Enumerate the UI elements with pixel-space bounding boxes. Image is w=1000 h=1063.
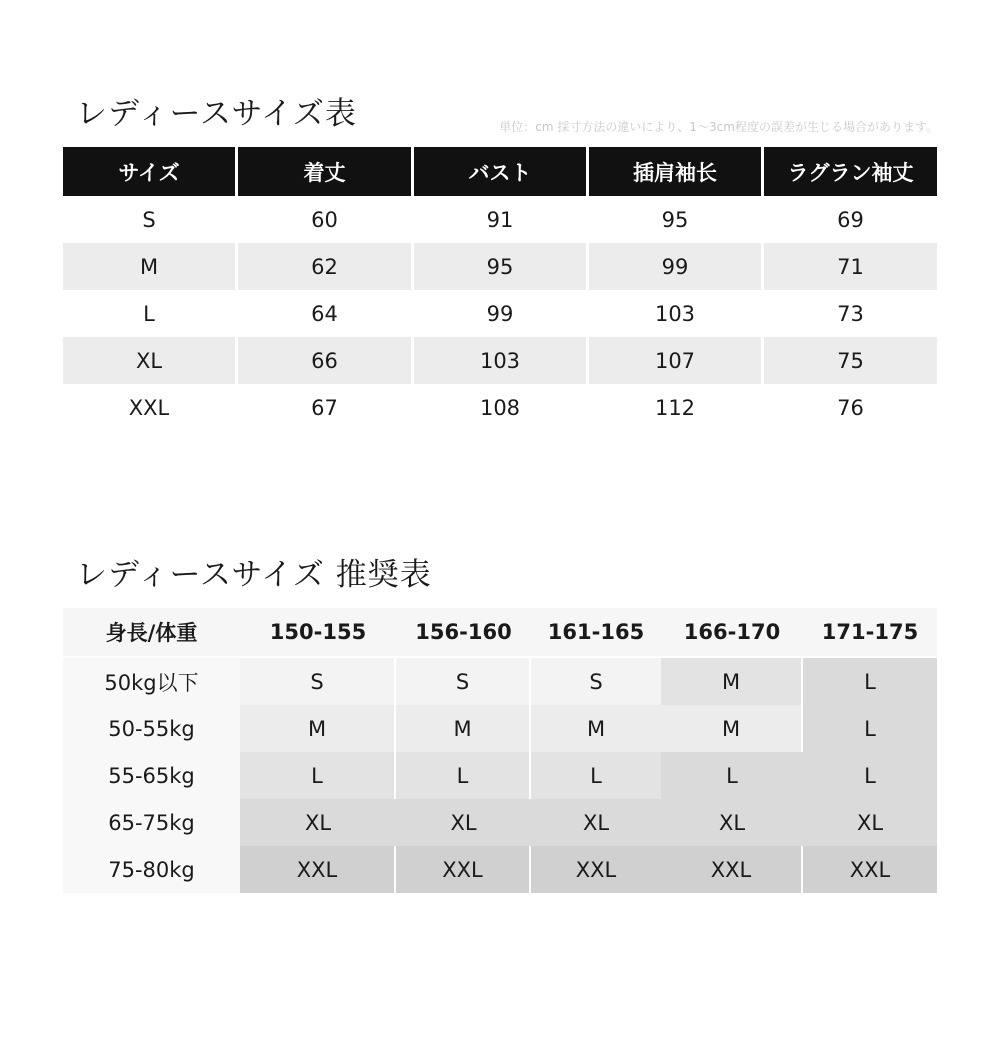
header-length: 着丈 — [238, 147, 411, 196]
header-height-range: 166-170 — [661, 608, 803, 656]
table-cell: 103 — [414, 337, 586, 384]
table-cell: 62 — [238, 243, 411, 290]
header-height-range: 161-165 — [531, 608, 661, 656]
table-cell: 60 — [311, 207, 338, 232]
table-row — [63, 658, 937, 705]
weight-label: 50-55kg — [63, 705, 240, 752]
header-raglan-sleeve: ラグラン袖丈 — [764, 147, 937, 196]
table-cell: L — [531, 752, 661, 799]
table-cell: 99 — [589, 243, 761, 290]
table-cell: XL — [803, 799, 937, 846]
header-height-weight: 身長/体重 — [63, 608, 240, 656]
table-cell: 66 — [238, 337, 411, 384]
table-row — [63, 752, 937, 799]
table-cell: 76 — [837, 395, 864, 420]
table-row — [63, 337, 937, 384]
table-cell: 64 — [311, 301, 338, 326]
table-cell: XXL — [240, 846, 396, 893]
table-cell: XXL — [531, 846, 661, 893]
table-cell: XXL — [661, 846, 803, 893]
table-cell: 91 — [486, 207, 514, 232]
table-cell: XXL — [803, 846, 937, 893]
table-cell: S — [240, 658, 396, 705]
table-cell: M — [531, 705, 661, 752]
table-row — [63, 384, 937, 431]
header-shoulder-sleeve: 插肩袖长 — [589, 147, 761, 196]
table-cell: 95 — [661, 207, 689, 232]
table-row — [63, 196, 937, 243]
table-cell: L — [396, 752, 531, 799]
table-cell: L — [143, 301, 155, 326]
recommendation-table — [63, 608, 937, 893]
table-cell: 75 — [764, 337, 937, 384]
size-chart-header-row — [63, 147, 937, 196]
table-cell: M — [63, 243, 235, 290]
header-height-range: 171-175 — [803, 608, 937, 656]
table-row — [63, 290, 937, 337]
recommendation-title: レディースサイズ 推奨表 — [76, 557, 432, 593]
table-cell: 95 — [414, 243, 586, 290]
table-cell: S — [396, 658, 531, 705]
weight-label: 55-65kg — [63, 752, 240, 799]
table-cell: XL — [396, 799, 531, 846]
table-cell: XL — [661, 799, 803, 846]
table-row — [63, 705, 937, 752]
table-cell: XL — [63, 337, 235, 384]
table-cell: L — [240, 752, 396, 799]
table-cell: 67 — [311, 395, 338, 420]
table-cell: M — [396, 705, 531, 752]
table-cell: S — [142, 207, 156, 232]
table-cell: L — [661, 752, 803, 799]
table-cell: 99 — [486, 301, 514, 326]
weight-label: 65-75kg — [63, 799, 240, 846]
table-cell: XXL — [128, 395, 170, 420]
table-cell: 71 — [764, 243, 937, 290]
table-row — [63, 799, 937, 846]
size-chart-title: レディースサイズ表 — [76, 96, 357, 132]
table-cell: XXL — [396, 846, 531, 893]
table-cell: M — [661, 658, 803, 705]
table-cell: 73 — [837, 301, 864, 326]
weight-label: 75-80kg — [63, 846, 240, 893]
measurement-note: 単位：cm 採寸方法の違いにより、1〜3cm程度の誤差が生じる場合があります。 — [499, 120, 938, 134]
table-cell: 107 — [589, 337, 761, 384]
table-cell: 69 — [837, 207, 864, 232]
header-height-range: 150-155 — [240, 608, 396, 656]
recommendation-header-row — [63, 608, 937, 658]
table-cell: S — [531, 658, 661, 705]
header-height-range: 156-160 — [396, 608, 531, 656]
recommendation-body — [63, 658, 937, 893]
table-cell: XL — [531, 799, 661, 846]
table-cell: L — [803, 752, 937, 799]
table-cell: M — [661, 705, 803, 752]
table-cell: M — [240, 705, 396, 752]
table-cell: XL — [240, 799, 396, 846]
table-row — [63, 846, 937, 893]
table-row — [63, 243, 937, 290]
header-size: サイズ — [63, 147, 235, 196]
table-cell: L — [803, 658, 937, 705]
table-cell: 112 — [654, 395, 696, 420]
header-bust: バスト — [414, 147, 586, 196]
table-cell: L — [803, 705, 937, 752]
size-chart-table — [63, 147, 937, 431]
weight-label: 50kg以下 — [63, 658, 240, 705]
table-cell: 108 — [479, 395, 521, 420]
table-cell: 103 — [654, 301, 696, 326]
